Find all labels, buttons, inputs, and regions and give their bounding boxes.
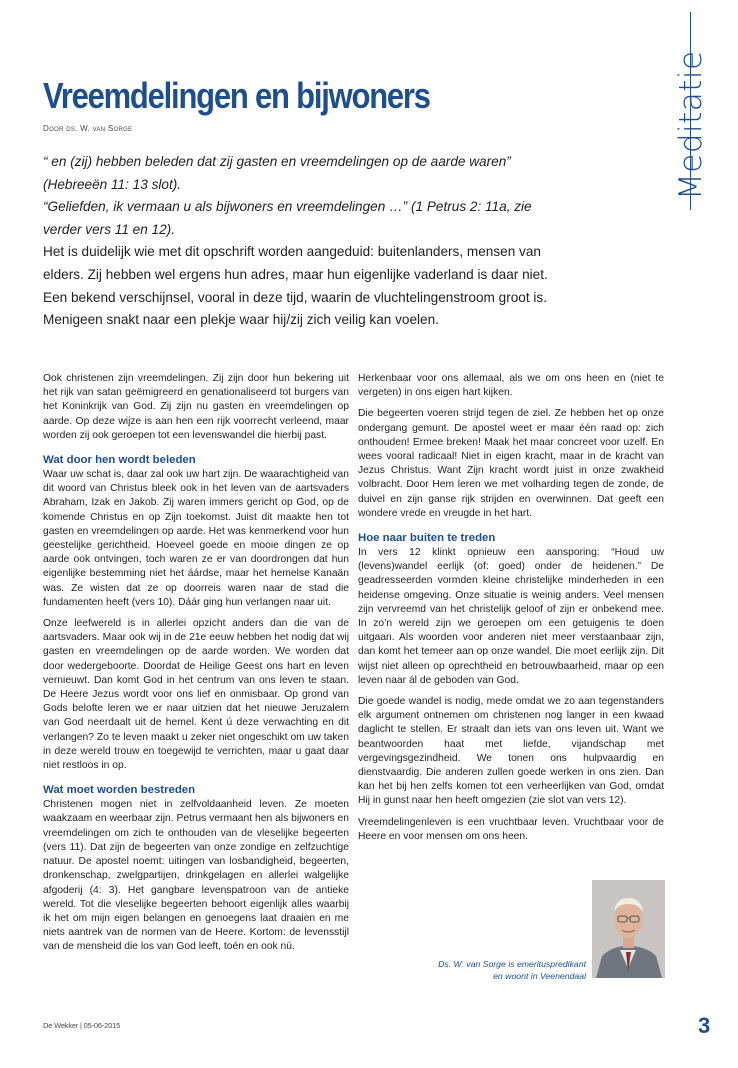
byline-prefix: Door bbox=[43, 124, 64, 133]
intro-text: Het is duidelijk wie met dit opschrift worden aangeduid: buitenlanders, mensen van elders. Zij hebben wel ergens hun adres, maar hun eigenlijke vaderland is daar niet. Een bekend verschijnsel, vooral in deze tijd, waarin de vluchtelingenstroom groot is. Menigeen snakt naar een plekje waar hij/zij zich veilig kan voelen. bbox=[43, 244, 548, 328]
author-photo bbox=[592, 880, 665, 978]
paragraph: Waar uw schat is, daar zal ook uw hart zijn. De waarachtigheid van dit woord van Christus bleek ook in het leven van de aartsvaders Abraham, Izak en Jakob. Zij waren immers gericht op God, op de komende Christus en op Zijn toekomst. Juist dit maakte hen tot gasten en vreemdelingen op aarde. Het was kenmerkend voor hun geestelijke gerichtheid. Hoeveel goede en mooie dingen ze op aarde ook ontvingen, toch waren ze er van doordrongen dat hun eigenlijke bestemming niet het áárdse, maar het hemelse Kanaän was. Ze wisten dat ze op doorreis waren naar de stad die fundamenten heeft (vers 10). Dáár ging hun verlangen naar uit. bbox=[43, 469, 349, 608]
paragraph: Onze leefwereld is in allerlei opzicht anders dan die van de aartsvaders. Maar ook wij in de 21e eeuw hebben het nodig dat wij gasten en vreemdelingen op de aarde worden. We worden dat door wedergeboorte. Doordat de Heilige Geest ons hart en leven vernieuwt. Dan komt God in het centrum van ons leven te staan. De Heere Jezus wordt voor ons lief en onmisbaar. Op grond van Gods belofte leren we er naar uitzien dat het nieuwe Jeruzalem van God neerdaalt uit de hemel. Kent ú deze verwachting en dit verlangen? Zo te leven maakt u zeker niet ongeschikt om uw taken in deze wereld trouw en toegewijd te verrichten, maar u gaat daar niet restloos in op. bbox=[43, 618, 349, 772]
subheading: Hoe naar buiten te treden bbox=[358, 532, 496, 545]
paragraph: Christenen mogen niet in zelfvoldaanheid leven. Ze moeten waakzaam en weerbaar zijn. Petrus vermaant hen als bijwoners en vreemdelingen om zich te onthouden van de vleselijke begeerten (vers 11). Dat zijn de begeerten van onze zondige en zelfzuchtige natuur. De apostel noemt: uitingen van losbandigheid, begeerten, dronkenschap, zwelgpartijen, drinkgelagen en allerlei walgelijke afgoderij (4: 3). Het gangbare levenspatroon van de antieke wereld. Tot die vleselijke begeerten behoort eigenlijk alles waarbij ik het om mijn eigen belangen en genoegens laat draaien en me niets aantrek van de normen van de Heere. Kortom: de levensstijl van de mensheid die los van God leeft, toén en ook nú. bbox=[43, 799, 349, 953]
page-number: 3 bbox=[698, 1013, 711, 1038]
intro bbox=[43, 151, 565, 332]
subheading: Wat door hen wordt beleden bbox=[43, 454, 196, 467]
paragraph: Herkenbaar voor ons allemaal, als we om ons heen en (niet te vergeten) in ons eigen hart kijken. bbox=[358, 373, 664, 399]
paragraph: In vers 12 klinkt opnieuw een aansporing: “Houd uw (levens)wandel eerlijk (of: goed) onder de heidenen.” De geadresseerden vormden kleine christelijke minderheden in een heidense omgeving. Onze situatie is weinig anders. Veel mensen zijn vervreemd van het christelijk geloof of zijn er onbekend mee. In zo’n wereld zijn we geroepen om een getuigenis te doen uitgaan. Als woorden voor anderen niet meer verstaanbaar zijn, dan komt het temeer aan op onze wandel. Die moet eerlijk zijn. Dit wijst niet alleen op oprechtheid en betrouwbaarheid, maar op een leven naar ál de geboden van God. bbox=[358, 547, 664, 686]
subheading: Wat moet worden bestreden bbox=[43, 784, 196, 797]
footer-publication: De Wekker | 05-06-2015 bbox=[43, 1021, 121, 1030]
paragraph: Ook christenen zijn vreemdelingen. Zij zijn door hun bekering uit het rijk van satan geëmigreerd en genationaliseerd tot burgers van het Koninkrijk van God. Zij zijn nu gasten en vreemdelingen op aarde. Op deze wijze is aan hen een rijk voorrecht verleend, maar worden zij ook geroepen tot een levenswandel die hierbij past. bbox=[43, 373, 349, 441]
caption-line: Ds. W. van Sorge is emerituspredikant bbox=[438, 959, 586, 969]
caption-line: en woont in Veenendaal bbox=[493, 971, 586, 981]
right-column bbox=[358, 372, 664, 851]
left-column bbox=[43, 372, 349, 962]
intro-quote-peter: “Geliefden, ik vermaan u als bijwoners en vreemdelingen …” (1 Petrus 2: 11a, zie verder vers 11 en 12). bbox=[43, 199, 532, 237]
photo-caption bbox=[380, 958, 586, 982]
paragraph: Vreemdelingenleven is een vruchtbaar leven. Vruchtbaar voor de Heere en voor mensen om ons heen. bbox=[358, 816, 664, 842]
article-title: Vreemdelingen en bijwoners bbox=[43, 75, 430, 116]
author-portrait bbox=[592, 880, 665, 978]
paragraph: Die begeerten voeren strijd tegen de ziel. Ze hebben het op onze ondergang gemunt. De apostel weet er maar één raad op: zich onthouden! Ermee breken! Maak het maar concreet voor uzelf. En wees vooral radicaal! Niet in eigen kracht, maar in de kracht van Jezus Christus. Want Zijn kracht wordt juist in onze zwakheid volbracht. Door Hem leren we met volharding tegen de zonde, de duivel en zijn ganse rijk strijden en overwinnen. Dat geeft een wondere vrede en vreugde in het hart. bbox=[358, 408, 664, 519]
byline bbox=[43, 124, 132, 133]
intro-quote-hebrews: “ en (zij) hebben beleden dat zij gasten en vreemdelingen op de aarde waren” (Hebreeën 11: 13 slot). bbox=[43, 154, 511, 192]
section-label: Meditatie bbox=[673, 50, 709, 200]
byline-author: ds. W. van Sorge bbox=[66, 124, 133, 133]
paragraph: Die goede wandel is nodig, mede omdat we zo aan tegenstanders elk argument ontnemen om christenen nog langer in een kwaad daglicht te stellen. Er straalt dan iets van ons leven uit. Want we beantwoorden haat met liefde, vijandschap met vergevingsgezindheid. We tonen ons hulpvaardig en dienstvaardig. Die anderen zullen goede werken in ons zien. Dan kan het bij hen zelfs komen tot een verheerlijken van God, omdat Hij in gunst naar hen heeft omgezien (zie slot van vers 12). bbox=[358, 696, 664, 807]
